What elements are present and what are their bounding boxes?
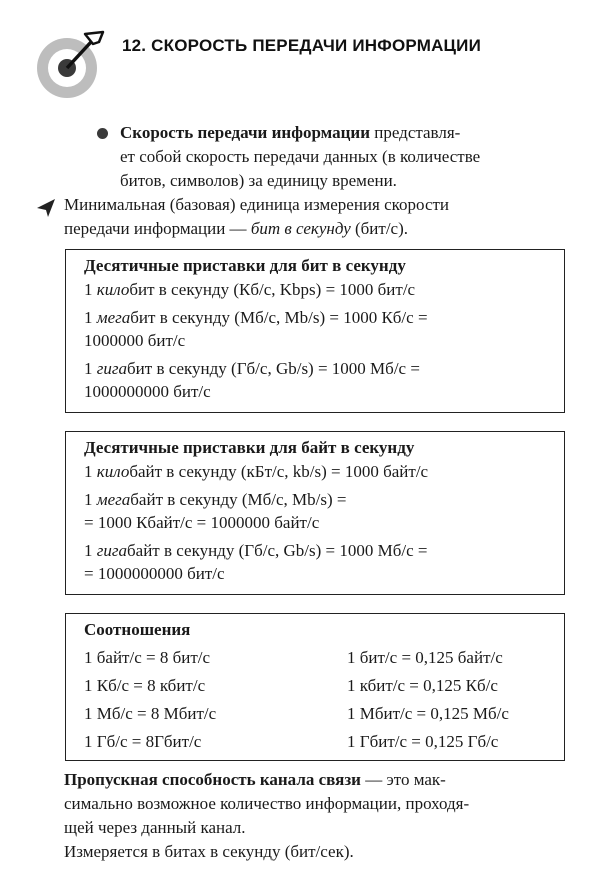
- bits-kilo-row: 1 килобит в секунду (Кб/с, Kbps) = 1000 бит/с: [84, 280, 416, 299]
- ratio-cell: 1 бит/с = 0,125 байт/с: [347, 648, 503, 667]
- ratio-cell: 1 Гб/с = 8Гбит/с: [84, 732, 202, 751]
- pointer-arrow-icon: [36, 198, 56, 218]
- bits-giga-row-cont: 1000000000 бит/с: [84, 382, 211, 401]
- bytes-mega-row: 1 мегабайт в секунду (Мб/с, Mb/s) =: [84, 490, 347, 509]
- ratio-cell: 1 Мбит/с = 0,125 Мб/с: [347, 704, 509, 723]
- min-unit-emphasis: бит в секунду: [250, 219, 351, 238]
- target-arrow-icon: [33, 30, 105, 102]
- bandwidth-line-2: симально возможное количество информации, проходя-: [64, 794, 470, 813]
- definition-paragraph: [120, 121, 582, 193]
- bits-giga-row: 1 гигабит в секунду (Гб/с, Gb/s) = 1000 Мб/с =: [84, 359, 420, 378]
- ratios-grid: [84, 647, 564, 753]
- definition-text-1: представля-: [370, 123, 461, 142]
- bits-box-heading: Десятичные приставки для бит в секунду: [84, 256, 406, 275]
- min-unit-paragraph: [64, 193, 582, 241]
- bandwidth-line-3: щей через данный канал.: [64, 818, 246, 837]
- bytes-giga-row: 1 гигабайт в секунду (Гб/с, Gb/s) = 1000 Мб/с =: [84, 541, 428, 560]
- bytes-kilo-row: 1 килобайт в секунду (кБт/с, kb/s) = 1000 байт/с: [84, 462, 429, 481]
- bandwidth-text-1: — это мак-: [360, 770, 446, 789]
- bits-prefix-box: [65, 249, 565, 413]
- ratios-box: [65, 613, 565, 761]
- definition-text-3: битов, символов) за единицу времени.: [120, 171, 397, 190]
- bits-mega-row: 1 мегабит в секунду (Мб/с, Mb/s) = 1000 Кб/с =: [84, 308, 428, 327]
- bandwidth-paragraph: [64, 768, 582, 864]
- bytes-box-heading: Десятичные приставки для байт в секунду: [84, 438, 415, 457]
- definition-text-2: ет собой скорость передачи данных (в количестве: [120, 147, 481, 166]
- ratio-cell: 1 Мб/с = 8 Мбит/с: [84, 704, 217, 723]
- ratios-box-heading: Соотношения: [84, 620, 191, 639]
- min-unit-line-2a: передачи информации —: [64, 219, 251, 238]
- bandwidth-line-4: Измеряется в битах в секунду (бит/сек).: [64, 842, 354, 861]
- bytes-giga-row-cont: = 1000000000 бит/с: [84, 564, 225, 583]
- min-unit-line-2b: (бит/с).: [350, 219, 409, 238]
- bandwidth-term: Пропускная способность канала связи: [64, 770, 361, 789]
- min-unit-line-1: Минимальная (базовая) единица измерения скорости: [64, 195, 450, 214]
- ratio-cell: 1 байт/с = 8 бит/с: [84, 648, 211, 667]
- ratio-cell: 1 Кб/с = 8 кбит/с: [84, 676, 206, 695]
- definition-term: Скорость передачи информации: [120, 123, 371, 142]
- bytes-mega-row-cont: = 1000 Кбайт/с = 1000000 байт/с: [84, 513, 320, 532]
- bits-mega-row-cont: 1000000 бит/с: [84, 331, 186, 350]
- bullet-icon: [97, 128, 108, 139]
- bytes-prefix-box: [65, 431, 565, 595]
- page-title: 12. СКОРОСТЬ ПЕРЕДАЧИ ИНФОРМАЦИИ: [122, 36, 482, 55]
- ratio-cell: 1 Гбит/с = 0,125 Гб/с: [347, 732, 499, 751]
- ratio-cell: 1 кбит/с = 0,125 Кб/с: [347, 676, 498, 695]
